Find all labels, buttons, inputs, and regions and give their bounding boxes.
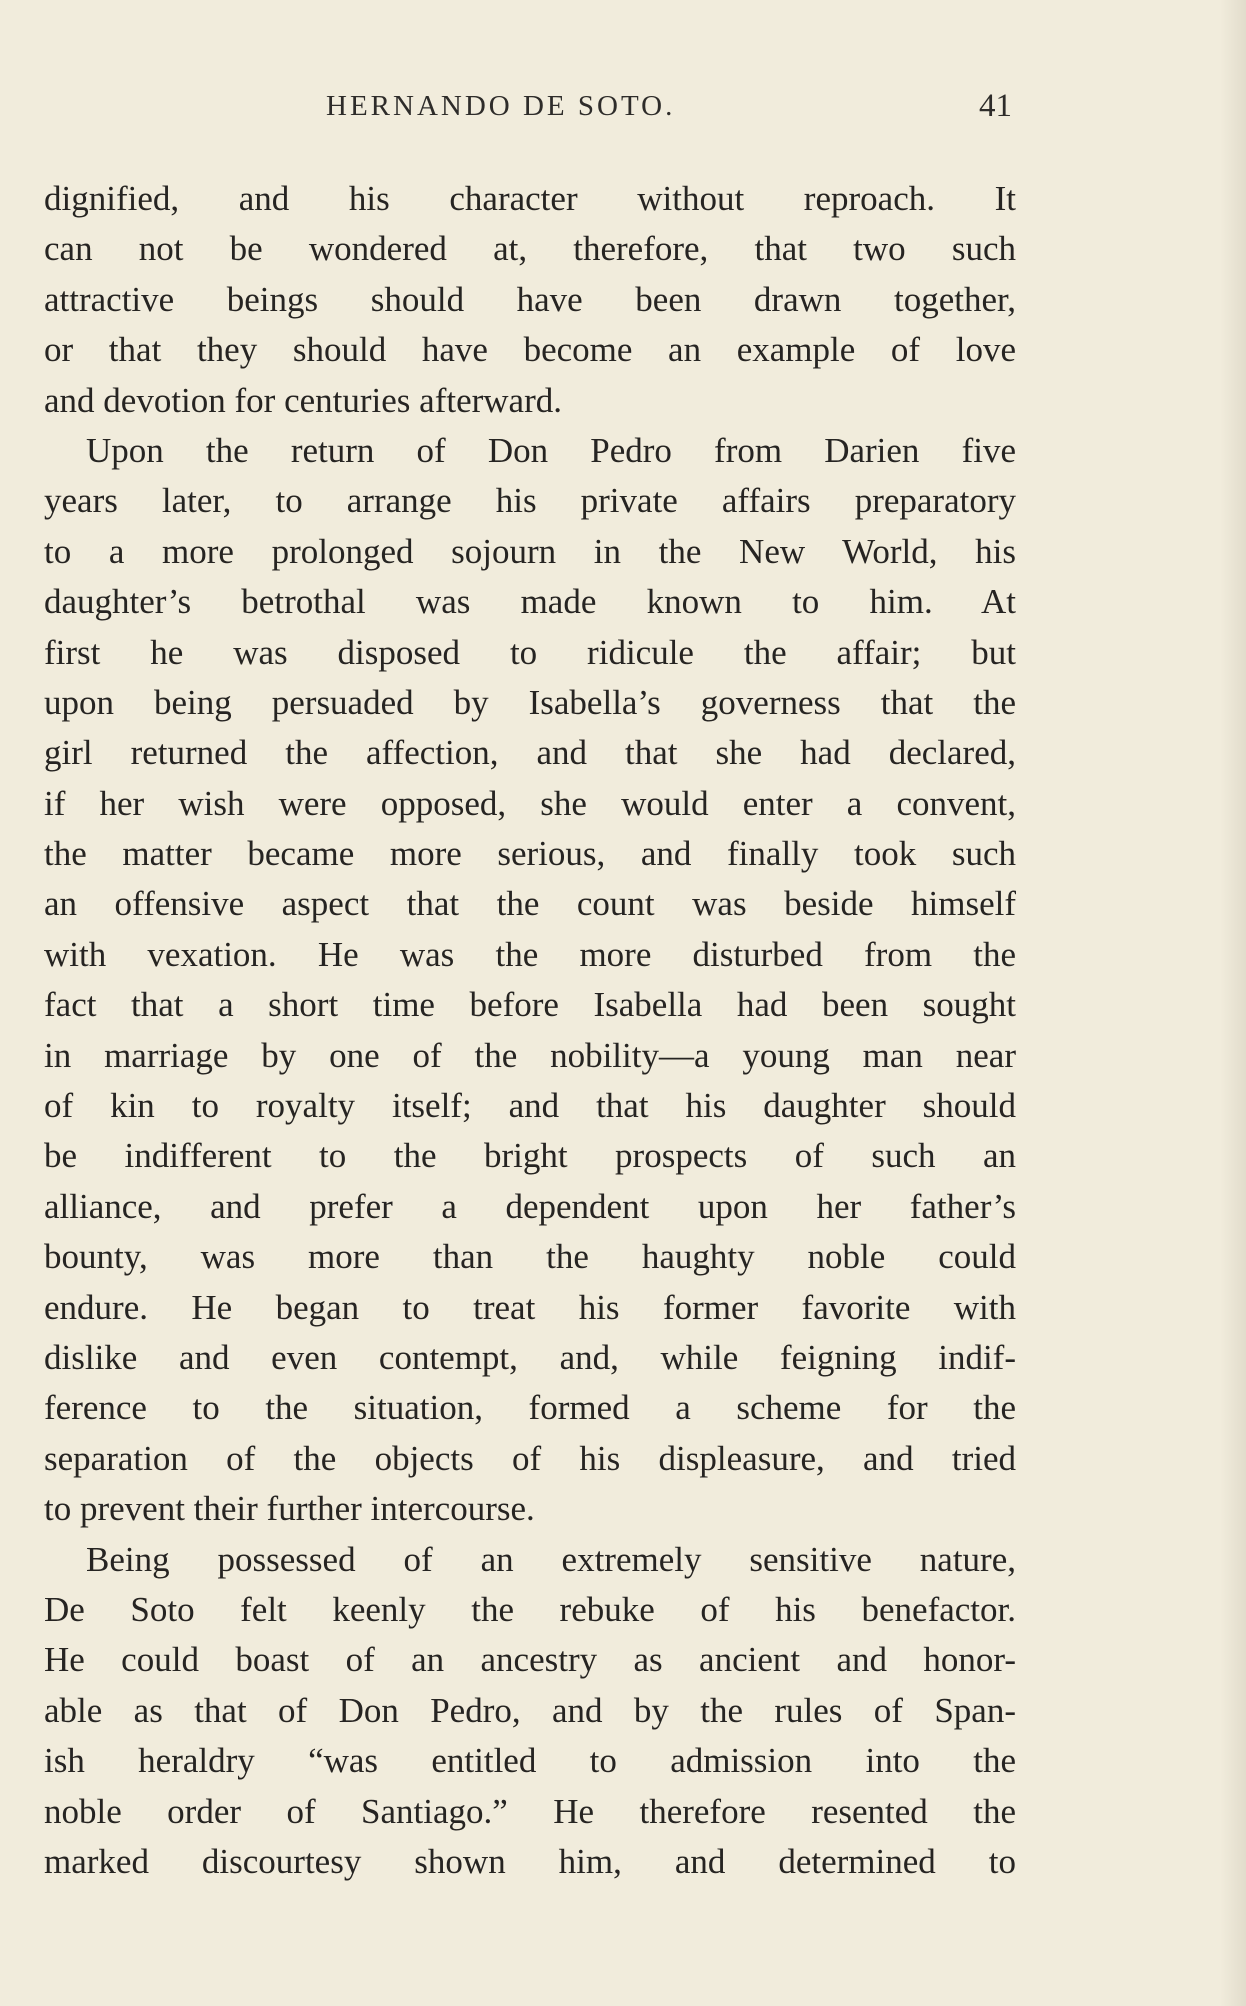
text-line: separation of the objects of his displeasure, and tried [44,1438,1016,1478]
text-line: bounty, was more than the haughty noble could [44,1237,1016,1277]
text-line: He could boast of an ancestry as ancient and honor- [44,1640,1016,1680]
text-line: or that they should have become an example of love [44,330,1016,370]
text-line: Upon the return of Don Pedro from Darien five [86,430,1016,470]
text-line: De Soto felt keenly the rebuke of his benefactor. [44,1589,1016,1629]
text-line: first he was disposed to ridicule the affair; but [44,632,1016,672]
text-line: of kin to royalty itself; and that his daughter should [44,1086,1016,1126]
paragraph [44,426,1016,1535]
text-line: if her wish were opposed, she would enter a convent, [44,783,1016,823]
text-line: Being possessed of an extremely sensitive nature, [86,1539,1016,1579]
text-line: and devotion for centuries afterward. [44,380,562,420]
text-line: alliance, and prefer a dependent upon her father’s [44,1186,1016,1226]
text-line: be indifferent to the bright prospects of such an [44,1136,1016,1176]
text-line: girl returned the affection, and that she had declared, [44,733,1016,773]
paragraph [44,174,1016,426]
text-line: dignified, and his character without reproach. It [44,179,1016,218]
text-line: ish heraldry “was entitled to admission into the [44,1741,1016,1781]
body-text [44,174,1016,1887]
text-line: the matter became more serious, and finally took such [44,834,1016,874]
text-line: can not be wondered at, therefore, that two such [44,229,1016,269]
page-number: 41 [979,88,1012,124]
text-line: noble order of Santiago.” He therefore resented the [44,1791,1016,1831]
text-line: marked discourtesy shown him, and determined to [44,1841,1016,1881]
paragraph [44,1535,1016,1888]
text-line: endure. He began to treat his former favorite with [44,1287,1016,1327]
text-line: an offensive aspect that the count was beside himself [44,884,1016,924]
text-line: in marriage by one of the nobility—a young man near [44,1035,1016,1075]
text-line: upon being persuaded by Isabella’s governess that the [44,682,1016,722]
text-line: attractive beings should have been drawn together, [44,279,1016,319]
text-line: with vexation. He was the more disturbed from the [44,934,1016,974]
text-line: fact that a short time before Isabella had been sought [44,985,1016,1025]
text-line: daughter’s betrothal was made known to him. At [44,582,1016,622]
running-head [40,86,1012,126]
text-line: ference to the situation, formed a scheme for the [44,1388,1016,1428]
text-line: to a more prolonged sojourn in the New World, his [44,531,1016,571]
text-line: years later, to arrange his private affairs preparatory [44,481,1016,521]
text-line: to prevent their further intercourse. [44,1489,535,1529]
running-title: HERNANDO DE SOTO. [326,90,676,122]
text-line: dislike and even contempt, and, while feigning indif- [44,1337,1016,1377]
text-line: able as that of Don Pedro, and by the rules of Span- [44,1690,1016,1730]
